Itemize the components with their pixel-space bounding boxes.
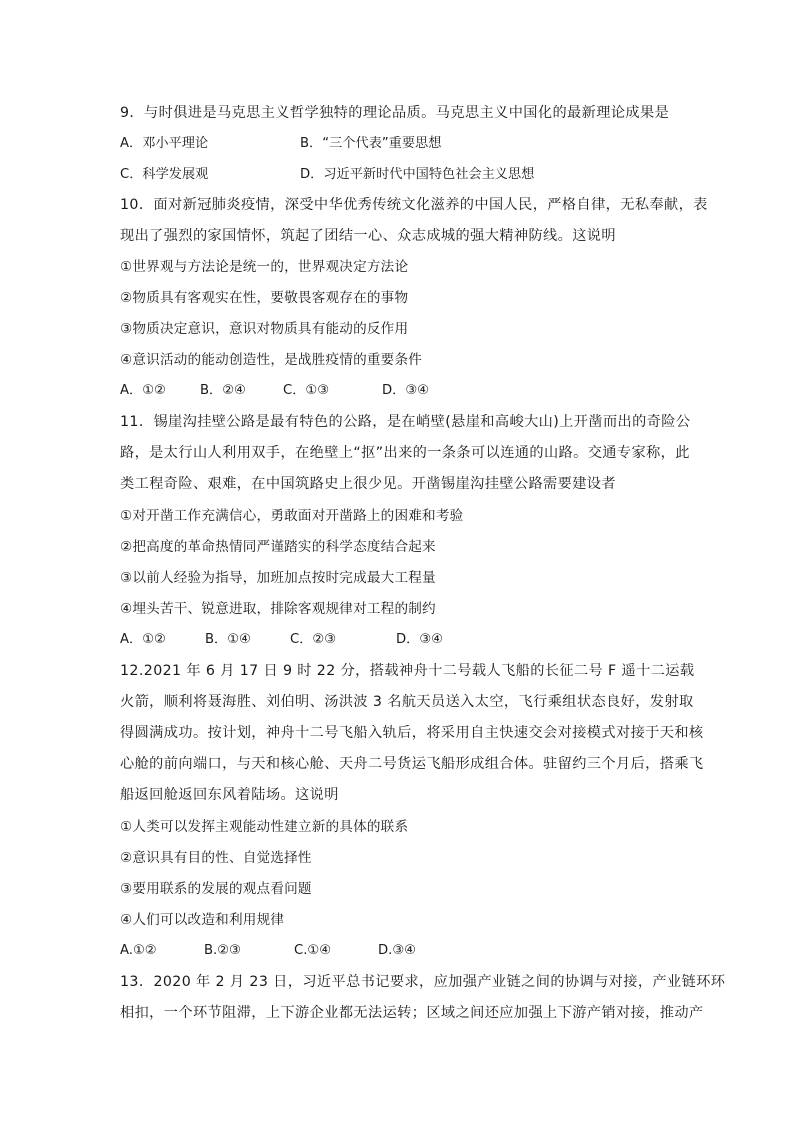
q12-option-b[interactable]: B.②③ [204, 943, 241, 958]
q11-stem-line-2: 路，是太行山人利用双手，在绝壁上“抠”出来的一条条可以连通的山路。交通专家称，此 [120, 445, 690, 461]
q13-stem-line-2: 相扣，一个环节阻滞，上下游企业都无法运转；区域之间还应加强上下游产销对接，推动产 [120, 1005, 704, 1021]
q12-option-c[interactable]: C.①④ [294, 943, 332, 958]
q11-option-a[interactable]: A．①② [120, 632, 166, 647]
q9-option-c[interactable]: C．科学发展观 [120, 167, 209, 182]
q12-option-d[interactable]: D.③④ [378, 943, 416, 958]
q12-stem-line-4: 心舱的前向端口，与天和核心舱、天舟二号货运飞船形成组合体。驻留约三个月后，搭乘飞 [120, 756, 704, 772]
q9-stem: 9．与时俱进是马克思主义哲学独特的理论品质。马克思主义中国化的最新理论成果是 [120, 105, 670, 121]
q10-option-b[interactable]: B．②④ [200, 383, 246, 398]
q9-option-b[interactable]: B．“三个代表”重要思想 [300, 136, 442, 151]
q11-stem-line-1: 11．锡崖沟挂壁公路是最有特色的公路，是在峭壁(悬崖和高峻大山)上开凿而出的奇险公 [120, 414, 691, 430]
q12-item-4: ④人们可以改造和利用规律 [120, 912, 285, 928]
q12-item-2: ②意识具有目的性、自觉选择性 [120, 850, 312, 866]
q10-option-d[interactable]: D．③④ [382, 383, 429, 398]
q10-stem-line-1: 10．面对新冠肺炎疫情，深受中华优秀传统文化滋养的中国人民，严格自律，无私奉献，表 [120, 197, 708, 213]
q10-item-2: ②物质具有客观实在性，要敬畏客观存在的事物 [120, 290, 409, 306]
q12-stem-line-3: 得圆满成功。按计划，神舟十二号飞船入轨后，将采用自主快速交会对接模式对接于天和核 [120, 725, 704, 741]
q10-item-1: ①世界观与方法论是统一的，世界观决定方法论 [120, 259, 409, 275]
q11-item-3: ③以前人经验为指导，加班加点按时完成最大工程量 [120, 570, 436, 586]
q11-item-2: ②把高度的革命热情同严谨踏实的科学态度结合起来 [120, 539, 436, 555]
q11-item-1: ①对开凿工作充满信心，勇敢面对开凿路上的困难和考验 [120, 508, 464, 524]
q10-item-3: ③物质决定意识，意识对物质具有能动的反作用 [120, 321, 409, 337]
q9-option-d[interactable]: D．习近平新时代中国特色社会主义思想 [300, 167, 535, 182]
q10-option-c[interactable]: C．①③ [283, 383, 330, 398]
q12-item-3: ③要用联系的发展的观点看问题 [120, 881, 312, 897]
q11-option-b[interactable]: B．①④ [205, 632, 251, 647]
q12-stem-line-2: 火箭，顺利将聂海胜、刘伯明、汤洪波 3 名航天员送入太空，飞行乘组状态良好，发射取 [120, 694, 694, 710]
q13-stem-line-1: 13．2020 年 2 月 23 日，习近平总书记要求，应加强产业链之间的协调与对接，产业链环环 [120, 974, 726, 990]
q12-item-1: ①人类可以发挥主观能动性建立新的具体的联系 [120, 819, 409, 835]
q11-stem-line-3: 类工程奇险、艰难，在中国筑路史上很少见。开凿锡崖沟挂壁公路需要建设者 [120, 476, 616, 492]
q12-option-a[interactable]: A.①② [120, 943, 157, 958]
q10-option-a[interactable]: A．①② [120, 383, 166, 398]
q11-option-c[interactable]: C．②③ [290, 632, 337, 647]
q12-stem-line-5: 船返回舱返回东风着陆场。这说明 [120, 787, 339, 803]
q11-option-d[interactable]: D．③④ [396, 632, 443, 647]
q10-item-4: ④意识活动的能动创造性，是战胜疫情的重要条件 [120, 352, 423, 368]
q11-item-4: ④埋头苦干、锐意进取，排除客观规律对工程的制约 [120, 601, 436, 617]
q9-option-a[interactable]: A．邓小平理论 [120, 136, 209, 151]
q10-stem-line-2: 现出了强烈的家国情怀，筑起了团结一心、众志成城的强大精神防线。这说明 [120, 228, 616, 244]
q12-stem-line-1: 12.2021 年 6 月 17 日 9 时 22 分，搭载神舟十二号载人飞船的长征二号 F 遥十二运载 [120, 663, 695, 679]
